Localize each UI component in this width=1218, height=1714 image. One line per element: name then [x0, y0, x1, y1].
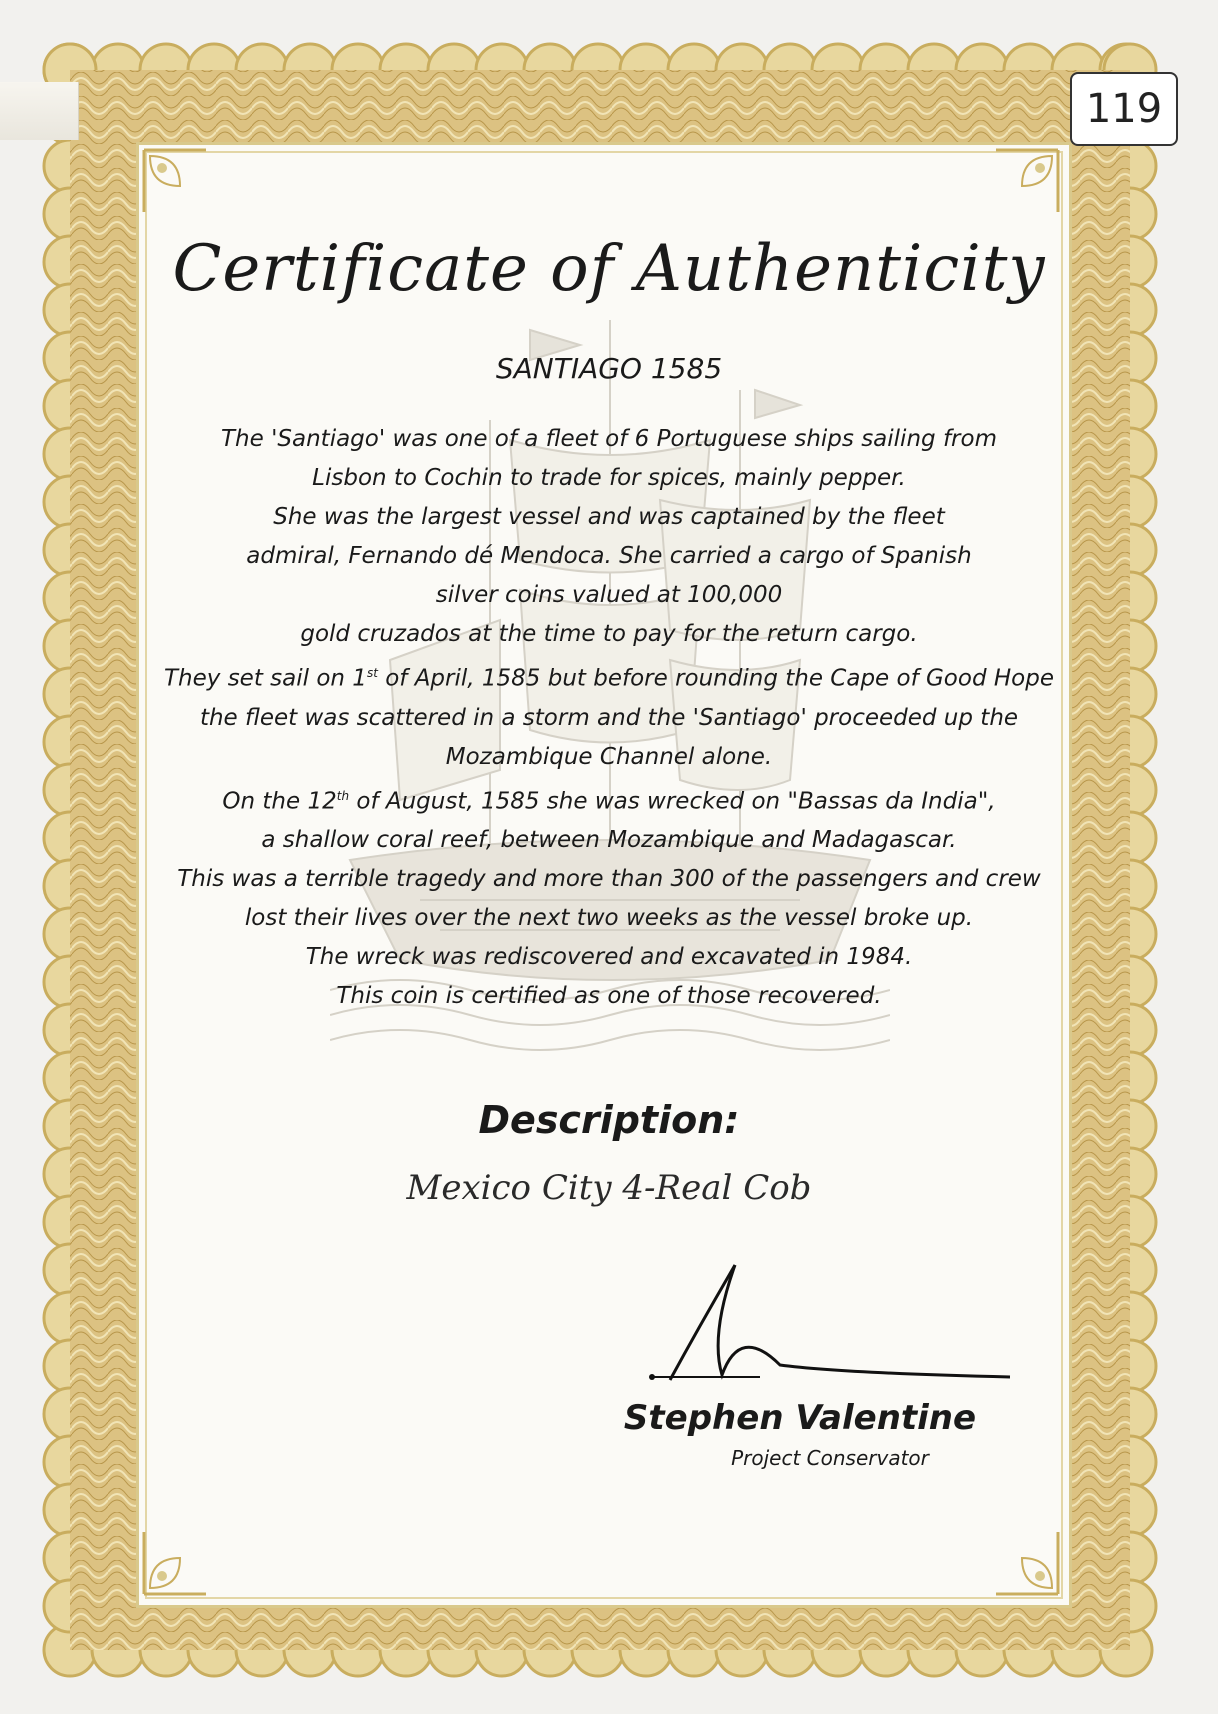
body-line: admiral, Fernando dé Mendoca. She carried a cargo of Spanish [246, 543, 972, 569]
history-text [150, 420, 1068, 1016]
corner-ornament-icon [992, 1528, 1062, 1598]
body-line: She was the largest vessel and was captained by the fleet [273, 504, 945, 530]
body-line: Lisbon to Cochin to trade for spices, mainly pepper. [312, 465, 906, 491]
body-line: a shallow coral reef, between Mozambique and Madagascar. [261, 827, 957, 854]
body-line: lost their lives over the next two weeks as the vessel broke up. [244, 905, 974, 932]
corner-ornament-icon [140, 1528, 210, 1598]
body-line: They set sail on 1st of April, 1585 but before rounding the Cape of Good Hope [164, 665, 1054, 692]
body-line: gold cruzados at the time to pay for the return cargo. [300, 621, 918, 647]
body-line: silver coins valued at 100,000 [435, 582, 783, 608]
description-heading: Description: [478, 1098, 740, 1142]
corner-ornament-icon [140, 146, 210, 216]
signature-icon [640, 1255, 1020, 1385]
body-line: The 'Santiago' was one of a fleet of 6 Portuguese ships sailing from [221, 426, 997, 452]
body-line: the fleet was scattered in a storm and the 'Santiago' proceeded up the [199, 704, 1019, 731]
page-number-label: 119 [1070, 72, 1178, 146]
description-value: Mexico City 4-Real Cob [406, 1168, 812, 1208]
corner-ornament-icon [992, 146, 1062, 216]
certificate-title: Certificate of Authenticity [172, 232, 1046, 306]
body-line: This was a terrible tragedy and more than 300 of the passengers and crew [177, 866, 1041, 893]
body-line: On the 12th of August, 1585 she was wrecked on "Bassas da India", [222, 788, 996, 815]
body-line: This coin is certified as one of those recovered. [336, 983, 882, 1010]
ship-name-subtitle: SANTIAGO 1585 [495, 352, 723, 385]
body-line: The wreck was rediscovered and excavated in 1984. [305, 944, 913, 971]
signer-title: Project Conservator [731, 1446, 929, 1470]
body-line: Mozambique Channel alone. [445, 743, 773, 770]
signer-name: Stephen Valentine [623, 1398, 977, 1438]
paper-tab [0, 82, 79, 140]
